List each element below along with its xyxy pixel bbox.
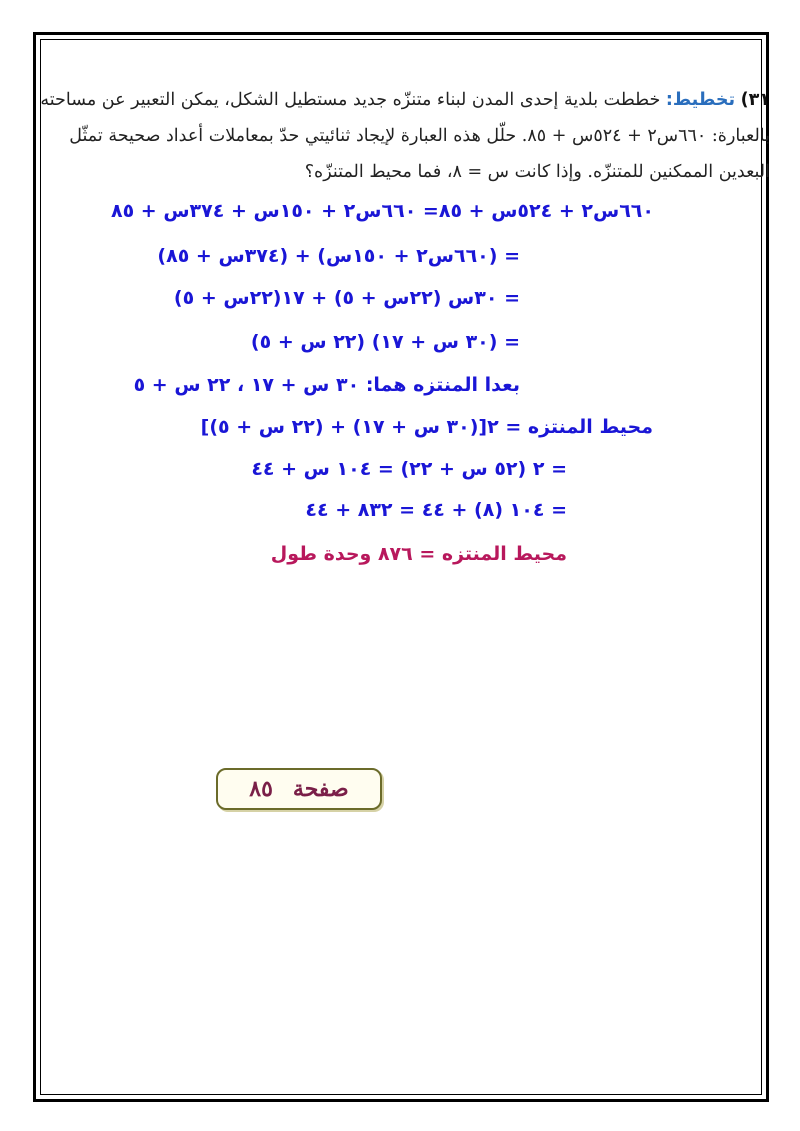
problem-line-1 <box>40 82 770 118</box>
solution-step-5: = ٢ (٥٢ س + ٢٢) = ١٠٤ س + ٤٤ <box>251 458 567 480</box>
solution-step-6: = ١٠٤ (٨) + ٤٤ = ٨٣٢ + ٤٤ <box>305 499 567 521</box>
solution-step-1: ٦٦٠س٢ + ٥٢٤س + ٨٥= ٦٦٠س٢ + ١٥٠س + ٣٧٤س + ٨٥ <box>110 200 654 222</box>
page-number-badge <box>216 768 382 810</box>
dimensions-statement: بعدا المنتزه هما: ٣٠ س + ١٧ ، ٢٢ س + ٥ <box>133 374 520 396</box>
solution-step-4: = (٣٠ س + ١٧) (٢٢ س + ٥) <box>250 331 520 353</box>
perimeter-expression: = ٢[(٣٠ س + ١٧) + (٢٢ س + ٥)] <box>200 416 522 438</box>
problem-text-1: خططت بلدية إحدى المدن لبناء متنزّه جديد مستطيل الشكل، يمكن التعبير عن مساحته <box>40 90 661 110</box>
page-number: ٨٥ <box>249 776 273 802</box>
final-answer: محيط المنتزه = ٨٧٦ وحدة طول <box>270 543 567 565</box>
problem-number: ٣١) <box>740 90 770 110</box>
perimeter-line <box>201 416 653 438</box>
page-border-inner <box>40 39 762 1095</box>
perimeter-label: محيط المنتزه <box>527 416 653 438</box>
solution-step-3: = ٣٠س (٢٢س + ٥) + ١٧(٢٢س + ٥) <box>173 287 520 309</box>
problem-statement <box>40 82 770 190</box>
problem-keyword: تخطيط: <box>665 90 736 110</box>
problem-text-2: بالعبارة: ٦٦٠س٢ + ٥٢٤س + ٨٥. حلّل هذه العبارة لإيجاد ثنائيتي حدّ بمعاملات أعداد صحيحة تمثّل <box>69 126 770 146</box>
page-label-text: صفحة <box>292 776 349 802</box>
problem-text-3: البعدين الممكنين للمتنزّه. وإذا كانت س = ٨، فما محيط المتنزّه؟ <box>304 162 770 182</box>
solution-step-2: = (٦٦٠س٢ + ١٥٠س) + (٣٧٤س + ٨٥) <box>157 245 520 267</box>
